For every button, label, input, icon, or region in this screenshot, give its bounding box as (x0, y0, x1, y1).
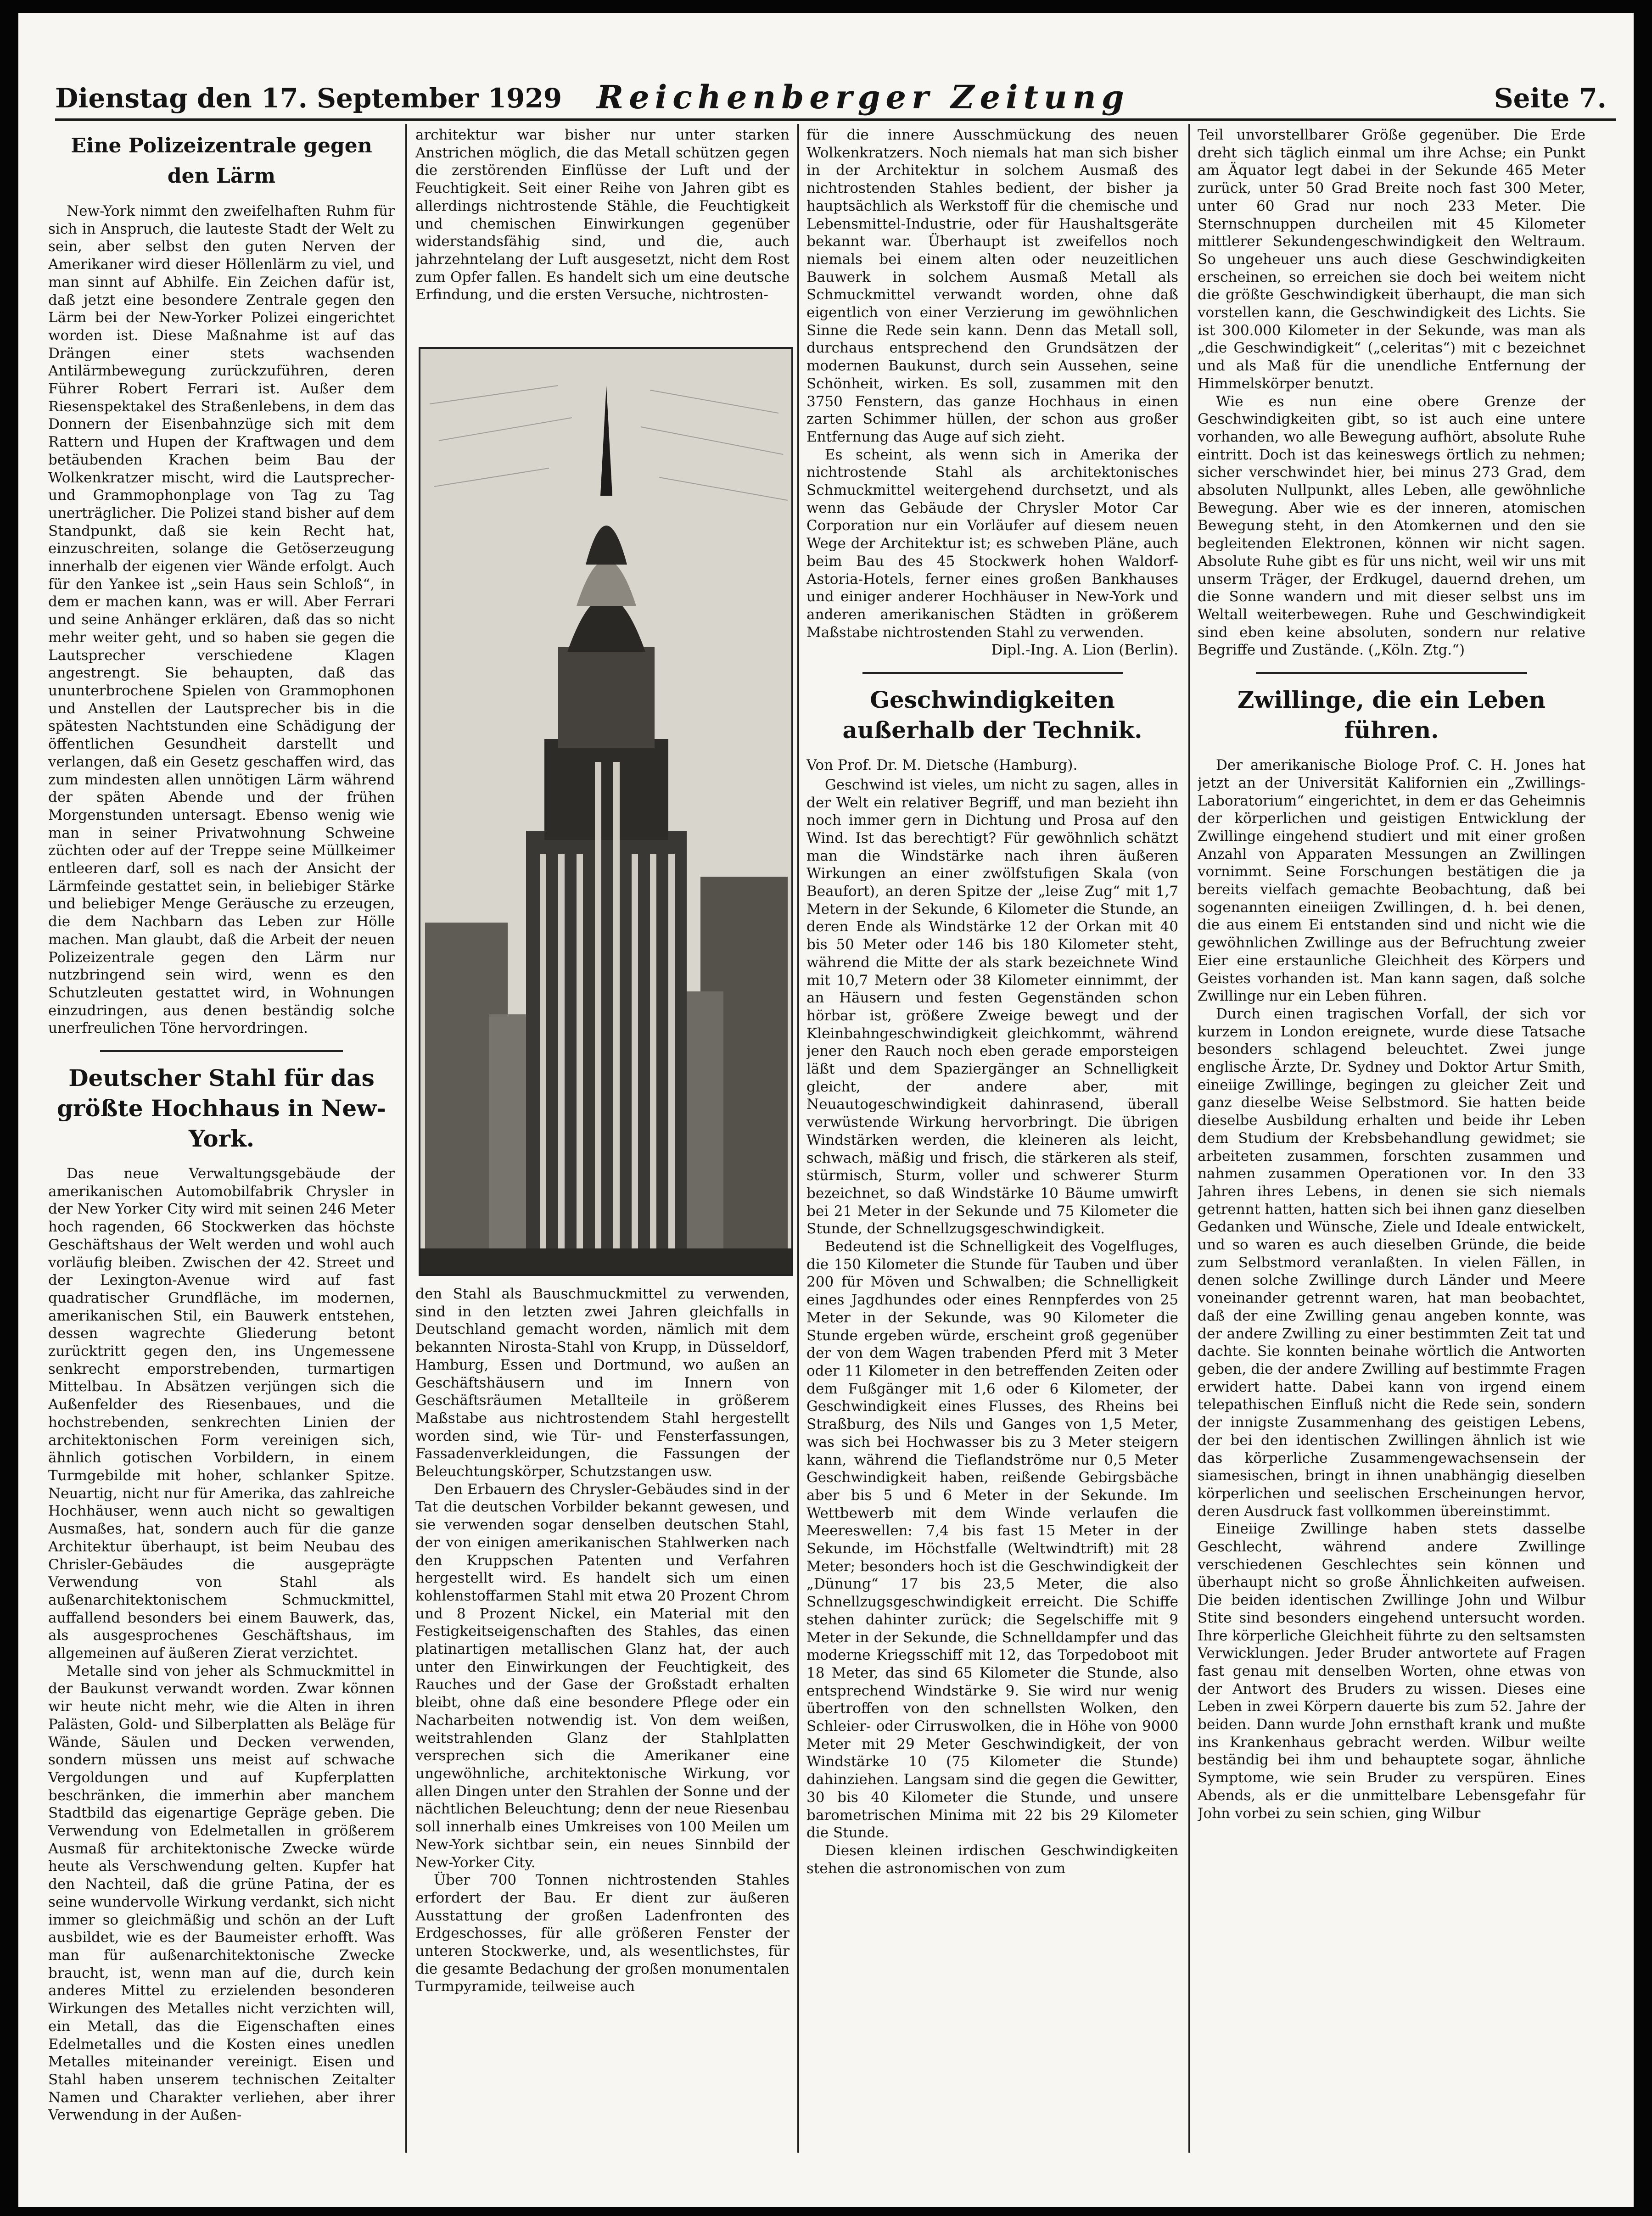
column-2-bottom (415, 1285, 790, 2153)
column-separator (797, 124, 799, 2153)
paragraph: Es scheint, als wenn sich in Amerika der nichtrostende Stahl als architektonisches Schmuckmittel weitergehend durchsetzt, und als wenn das Gebäude der Chrysler Motor Car Corporation nur ein Vorläufer auf diesem neuen Wege der Architektur ist; es schweben Pläne, auch beim Bau des 45 Stockwerk hohen Waldorf-Astoria-Hotels, ferner eines großen Bankhauses und einiger anderer Hochhäuser in New-York und anderen amerikanischen Städten in größerem Maßstabe nichtrostenden Stahl zu verwenden. (806, 446, 1178, 641)
column-separator (405, 124, 407, 2153)
paragraph: den Stahl als Bauschmuckmittel zu verwenden, sind in den letzten zwei Jahren gleichfalls in Deutschland gemacht worden, nämlich mit dem bekannten Nirosta-Stahl von Krupp, in Düsseldorf, Hamburg, Essen und Dortmund, wo außen an Geschäftshäusern und im Innern von Geschäftsräumen Metallteile in größerem Maßstabe aus nichtrostendem Stahl hergestellt worden sind, wie Tür- und Fensterfassungen, Fassadenverkleidungen, die Fassungen der Beleuchtungskörper, Schutzstangen usw. (415, 1286, 790, 1480)
masthead: Reichenberger Zeitung (597, 78, 1130, 116)
headline-velocities: Geschwindigkeiten außerhalb der Technik. (842, 686, 1142, 744)
author-signoff: Dipl.-Ing. A. Lion (Berlin). (991, 642, 1178, 659)
article-divider (862, 672, 1123, 674)
article-divider (1256, 672, 1528, 674)
headline-german-steel: Deutscher Stahl für das größte Hochhaus in New-York. (56, 1064, 386, 1153)
column-2-top (415, 126, 790, 342)
header-rule (55, 118, 1616, 121)
paragraph: architektur war bisher nur unter starken Anstrichen möglich, die das Metall schützen gegen die zerstörenden Einflüsse der Luft und der Feuchtigkeit. Seit einer Reihe von Jahren gibt es allerdings nichtrostende Stähle, die Feuchtigkeit und chemischen Einwirkungen gegenüber widerstandsfähig sind, und die, auch jahrzehntelang der Luft ausgesetzt, nicht dem Rost zum Opfer fallen. Es handelt sich um eine deutsche Erfindung, und die ersten Versuche, nichtrosten- (415, 127, 790, 303)
scan-border-left (0, 0, 18, 2216)
paragraph: New-York nimmt den zweifelhaften Ruhm für sich in Anspruch, die lauteste Stadt der Welt zu sein, aber selbst den guten Nerven der Amerikaner wird dieser Höllenlärm zu viel, und man sinnt auf Abhilfe. Ein Zeichen dafür ist, daß jetzt eine besondere Zentrale gegen den Lärm bei der New-Yorker Polizei eingerichtet worden ist. Diese Maßnahme ist auf das Drängen einer stets wachsenden Antilärmbewegung zurückzuführen, deren Führer Robert Ferrari ist. Außer dem Riesenspektakel des Straßenlebens, in dem das Donnern der Eisenbahnzüge sich mit dem Rattern und Hupen der Kraftwagen und dem betäubenden Krachen beim Bau der Wolkenkratzer mischt, wird die Lautsprecher- und Grammophonplage von Tag zu Tag unerträglicher. Die Polizei stand bisher auf dem Standpunkt, daß sie kein Recht hat, einzuschreiten, solange die Getöserzeugung innerhalb der eigenen vier Wände erfolgt. Auch für den Yankee ist „sein Haus sein Schloß“, in dem er machen kann, was er will. Aber Ferrari und seine Anhänger erklären, daß das so nicht mehr weiter geht, und so haben sie gegen die Lautsprecher verschiedene Klagen angestrengt. Sie behaupten, daß das ununterbrochene Spielen von Grammophonen und Anstellen der Lautsprecher bis in die spätesten Nachtstunden eine Schädigung der öffentlichen Gesundheit darstellt und verlangen, daß ein Gesetz geschaffen wird, das zum mindesten allen unnötigen Lärm während der späten Abende und der frühen Morgenstunden untersagt. Ebenso wenig wie man in seiner Privatwohnung Schweine züchten oder auf der Treppe seine Müllkeimer entleeren darf, soll es nach der Ansicht der Lärmfeinde gestattet sein, in beliebiger Stärke und beliebiger Menge Geräusche zu erzeugen, die dem Nachbarn das Leben zur Hölle machen. Man glaubt, daß die Arbeit der neuen Polizeizentrale gegen den Lärm nur nutzbringend sein wird, wenn es den Schutzleuten gestattet wird, in Wohnungen einzudringen, aus denen beständig solche unerfreulichen Töne hervordringen. (48, 203, 395, 1037)
page-number: Seite 7. (1494, 83, 1607, 114)
paragraph: Eineiige Zwillinge haben stets dasselbe Geschlecht, während andere Zwillinge verschiedenen Geschlechtes sein können und überhaupt nicht so große Ähnlichkeiten aufweisen. Die beiden identischen Zwillinge John und Wilbur Stite sind besonders eingehend untersucht worden. Ihre körperliche Gleichheit führte zu den seltsamsten Verwicklungen. Jeder Bruder antwortete auf Fragen fast genau mit denselben Worten, ohne etwas von der Antwort des Bruders zu wissen. Dieses eine Leben in zwei Körpern dauerte bis zum 52. Jahre der beiden. Dann wurde John ernsthaft krank und mußte ins Krankenhaus gebracht werden. Wilbur weilte beständig bei ihm und behauptete sogar, ähnliche Symptome, wie sein Bruder zu verspüren. Eines Abends, als er die unmittelbare Lebensgefahr für John vorbei zu sein schien, ging Wilbur (1198, 1521, 1585, 1822)
skyscraper-drawing (420, 349, 791, 1274)
paragraph: Das neue Verwaltungsgebäude der amerikanischen Automobilfabrik Chrysler in der New Yorker City wird mit seinen 246 Meter hoch ragenden, 66 Stockwerken das höchste Geschäftshaus der Welt werden und wohl auch vorläufig bleiben. Zwischen der 42. Street und der Lexington-Avenue wird auf fast quadratischer Grundfläche, im modernen, amerikanischen Stil, ein Bauwerk entstehen, dessen wagrechte Gliederung betont zurücktritt gegen den, ins Ungemessene senkrecht emporstrebenden, turmartigen Mittelbau. In Absätzen verjüngen sich die Außenfelder des Riesenbaues, und die hochstrebenden, senkrechten Linien der architektonischen Form vereinigen sich, ähnlich gotischen Vorbildern, in einem Turmgebilde mit hoher, schlanker Spitze. Neuartig, nicht nur für Amerika, das zahlreiche Hochhäuser, wenn auch nicht so gewaltigen Ausmaßes, hat, sondern auch für die ganze Architektur überhaupt, ist beim Neubau des Chrisler-Gebäudes die ausgeprägte Verwendung von Stahl als außenarchitektonischem Schmuckmittel, auffallend besonders bei einem Bauwerk, das, als ausgesprochenes Geschäftshaus, im allgemeinen auf äußeren Zierat verzichtet. (48, 1165, 395, 1662)
column-4 (1198, 126, 1585, 2155)
paragraph: Bedeutend ist die Schnelligkeit des Vogelfluges, die 150 Kilometer die Stunde für Tauben und über 200 für Möven und Schwalben; die Schnelligkeit eines Jagdhundes oder eines Rennpferdes von 25 Meter in der Sekunde, was 90 Kilometer die Stunde ergeben würde, erscheint groß gegenüber der von dem Wagen trabenden Pferd mit 3 Meter oder 11 Kilometer in den betreffenden Zeiten oder dem Fußgänger mit 1,6 oder 6 Kilometer, der Geschwindigkeit eines Flusses, des Rheins bei Straßburg, des Nils und Ganges von 1,5 Meter, was sich bei Hochwasser bis zu 3 Meter steigern kann, während die Tieflandströme nur 0,5 Meter Geschwindigkeit haben, reißende Gebirgsbäche aber bis 5 und 6 Meter in der Sekunde. Im Wettbewerb mit dem Winde verlaufen die Meereswellen: 7,4 bis fast 15 Meter in der Sekunde, im Höchstfalle (Weltwindtrift) mit 28 Meter; besonders hoch ist die Geschwindigkeit der „Dünung“ 17 bis 23,5 Meter, die also Schnellzugsgeschwindigkeit erreicht. Die Schiffe stehen dahinter zurück; die Segelschiffe mit 9 Meter in der Sekunde, die Schnelldampfer und das moderne Kriegsschiff mit 12, das Torpedoboot mit 18 Meter, das sind 65 Kilometer die Stunde, also entsprechend Windstärke 9. Sie wird nur wenig übertroffen von den schnellsten Wolken, den Schleier- oder Cirruswolken, die in Höhe von 9000 Meter mit 29 Meter Geschwindigkeit, der von Windstärke 10 (75 Kilometer die Stunde) dahinziehen. Langsam sind die gegen die Gewitter, 30 bis 40 Kilometer die Stunde, und unsere barometrischen Minima mit 22 bis 29 Kilometer die Stunde. (806, 1238, 1178, 1841)
paragraph: Der amerikanische Biologe Prof. C. H. Jones hat jetzt an der Universität Kalifornien ein „Zwillings-Laboratorium“ eingerichtet, in dem er das Geheimnis der körperlichen und geistigen Entwicklung der Zwillinge eingehend studiert und mit einer großen Anzahl von Apparaten Messungen an Zwillingen vornimmt. Seine Forschungen bestätigen die ja bereits vielfach gemachte Beobachtung, daß bei sogenannten eineiigen Zwillingen, d. h. bei denen, die aus einem Ei entstanden sind und nicht wie die gewöhnlichen Zwillinge aus der Befruchtung zweier Eier eine erstaunliche Gleichheit des Körpers und Geistes vorhanden ist. Man kann sagen, daß solche Zwillinge nur ein Leben führen. (1198, 757, 1585, 1005)
paragraph: Über 700 Tonnen nichtrostenden Stahles erfordert der Bau. Er dient zur äußeren Ausstattung der großen Ladenfronten des Erdgeschosses, für alle größeren Fenster der unteren Stockwerke, und, als wesentlichstes, für die gesamte Bedachung der großen monumentalen Turmpyramide, teilweise auch (415, 1872, 790, 1995)
paragraph: Diesen kleinen irdischen Geschwindigkeiten stehen die astronomischen von zum (806, 1842, 1178, 1877)
chrysler-building-illustration (419, 347, 793, 1276)
headline-noise-police: Eine Polizeizentrale gegen den Lärm (71, 134, 372, 188)
paragraph: Den Erbauern des Chrysler-Gebäudes sind in der Tat die deutschen Vorbilder bekannt gewesen, und sie verwenden sogar denselben deutschen Stahl, der von einigen amerikanischen Stahlwerken nach den Kruppschen Patenten und Verfahren hergestellt wird. Es handelt sich um einen kohlenstoffarmen Stahl mit etwa 20 Prozent Chrom und 8 Prozent Nickel, ein Material mit den Festigkeitseigenschaften des Stahles, das einen platinartigen metallischen Glanz hat, der auch unter den Einwirkungen der Feuchtigkeit, des Rauches und der Gase der Großstadt erhalten bleibt, ohne daß eine besondere Pflege oder ein Nacharbeiten notwendig ist. Von dem weißen, weitstrahlenden Glanz der Stahlplatten versprechen sich die Amerikaner eine ungewöhnliche, architektonische Wirkung, vor allen Dingen unter den Strahlen der Sonne und der nächtlichen Beleuchtung; denn der neue Riesenbau soll innerhalb eines Umkreises von 100 Meilen um New-York sichtbar sein, ein neues Sinnbild der New-Yorker City. (415, 1481, 790, 1871)
header-date: Dienstag den 17. September 1929 (55, 83, 562, 114)
paragraph: Metalle sind von jeher als Schmuckmittel in der Baukunst verwandt worden. Zwar können wir heute nicht mehr, wie die Alten in ihren Palästen, Gold- und Silberplatten als Beläge für Wände, Säulen und Decken verwenden, sondern müssen uns meist auf schwache Vergoldungen und auf Kupferplatten beschränken, die immerhin aber manchem Stadtbild das eigenartige Gepräge geben. Die Verwendung von Edelmetallen in größerem Ausmaß für architektonische Zwecke würde heute als Verschwendung gelten. Kupfer hat den Nachteil, daß die grüne Patina, der es seine wundervolle Wirkung verdankt, sich nicht immer so gleichmäßig und schön an der Luft ausbildet, wie es der Baumeister erhofft. Was man für außenarchitektonische Zwecke braucht, ist, wenn man auf die, durch kein anderes Mittel zu erzielenden besonderen Wirkungen des Metalles nicht verzichten will, ein Metall, das die Eigenschaften eines Edelmetalles und die Kosten eines unedlen Metalles miteinander vereinigt. Eisen und Stahl haben unserem technischen Zeitalter Namen und Charakter verliehen, aber ihrer Verwendung in der Außen- (48, 1662, 395, 2124)
paragraph: für die innere Ausschmückung des neuen Wolkenkratzers. Noch niemals hat man sich bisher in der Architektur in solchem Ausmaß des nichtrostenden Stahles bedient, der bisher ja hauptsächlich als Werkstoff für die chemische und Lebensmittel-Industrie, oder für Haushaltsgeräte bekannt war. Überhaupt ist zweifellos noch niemals bei einem alten oder neuzeitlichen Bauwerk in solchem Ausmaß Metall als Schmuckmittel verwandt worden, ohne daß eigentlich von einer Verzierung im gewöhnlichen Sinne die Rede sein kann. Denn das Metall soll, durchaus entsprechend den Grundsätzen der modernen Baukunst, durch sein Aussehen, seine Schönheit, wirken. Es soll, zusammen mit den 3750 Fenstern, das ganze Hochhaus in einen zarten Schimmer hüllen, der schon aus großer Entfernung das Auge auf sich zieht. (806, 127, 1178, 445)
paragraph: Teil unvorstellbarer Größe gegenüber. Die Erde dreht sich täglich einmal um ihre Achse; ein Punkt am Äquator legt dabei in der Sekunde 465 Meter zurück, unter 50 Grad Breite noch fast 300 Meter, unter 60 Grad nur noch 233 Meter. Die Sternschnuppen durcheilen mit 45 Kilometer mittlerer Sekundengeschwindigkeit den Weltraum. So ungeheuer uns auch diese Geschwindigkeiten erscheinen, so erreichen sie doch bei weitem nicht die größte Geschwindigkeit überhaupt, die man sich vorstellen kann, die Geschwindigkeit des Lichts. Sie ist 300.000 Kilometer in der Sekunde, was man als „die Geschwindigkeit“ („celeritas“) mit c bezeichnet und als Maß für die unendliche Entfernung der Himmelskörper benutzt. (1198, 127, 1585, 392)
scan-border-top (0, 0, 1652, 13)
scan-border-bottom (0, 2207, 1652, 2216)
column-3 (806, 126, 1178, 2155)
paragraph: Durch einen tragischen Vorfall, der sich vor kurzem in London ereignete, wurde diese Tatsache besonders schlagend beleuchtet. Zwei junge englische Ärzte, Dr. Sydney und Doktor Artur Smith, eineiige Zwillinge, begingen zu gleicher Zeit und ganz dieselbe Weise Selbstmord. Sie hatten beide dieselbe Ausbildung erhalten und beide ihr Leben dem Studium der Krebsbehandlung gewidmet; sie arbeiteten zusammen, forschten zusammen und nahmen zusammen Operationen vor. In den 33 Jahren ihres Lebens, in denen sie sich niemals getrennt hatten, hatten sich bei ihnen ganz dieselben Gedanken und Wünsche, Ziele und Ideale entwickelt, und so waren es auch dieselben Gründe, die beide zum Selbstmord veranlaßten. In vielen Fällen, in denen solche Zwillinge durch Länder und Meere voneinander getrennt waren, hat man beobachtet, daß der eine Zwilling genau angeben konnte, was der andere Zwilling zu einer bestimmten Zeit tat und dachte. Sie konnten beinahe wörtlich die Antworten geben, die der andere Zwilling auf bestimmte Fragen erwidert hatte. Dabei kann von irgend einem telepathischen Einfluß nicht die Rede sein, sondern der innigste Zusammenhang des geistigen Lebens, der bei den identischen Zwillingen ähnlich ist wie das körperliche Zusammengewachsensein der siamesischen, bringt in ihnen unabhängig dieselben körperlichen und seelischen Erscheinungen hervor, deren Ausdruck fast vollkommen übereinstimmt. (1198, 1005, 1585, 1520)
paragraph: Geschwind ist vieles, um nicht zu sagen, alles in der Welt ein relativer Begriff, und man bezieht ihn noch immer gern in Dichtung und Prosa auf den Wind. Ist das berechtigt? Für gewöhnlich schätzt man die Windstärke nach ihren äußeren Wirkungen an einer zwölfstufigen Skala (von Beaufort), an deren Spitze der „leise Zug“ mit 1,7 Metern in der Sekunde, 6 Kilometer die Stunde, an deren Ende als Windstärke 12 der Orkan mit 40 bis 50 Meter oder 146 bis 180 Kilometer steht, während die Mitte der als stark bezeichnete Wind mit 10,7 Metern oder 38 Kilometer einnimmt, der an Häusern und festen Gegenständen schon hörbar ist, größere Zweige bewegt und der Kleinbahngeschwindigkeit gleichkommt, während jener den Rauch noch eben gerade emporsteigen läßt und dem Spaziergänger an Schnelligkeit gleicht, der andere aber, mit Neuautogeschwindigkeit dahinrasend, überall verwüstende Wirkung hervorbringt. Die übrigen Windstärken werden, die kleineren als leicht, schwach, mäßig und frisch, die stärkeren als steif, stürmisch, Sturm, voller und schwerer Sturm bezeichnet, so daß Windstärke 10 Bäume umwirft bei 21 Meter in der Sekunde und 75 Kilometer die Stunde, der Schnellzugsgeschwindigkeit. (806, 776, 1178, 1237)
page-header (55, 64, 1616, 133)
byline: Von Prof. Dr. M. Dietsche (Hamburg). (806, 757, 1078, 774)
column-1 (48, 126, 395, 2155)
paragraph: Wie es nun eine obere Grenze der Geschwindigkeiten gibt, so ist auch eine untere vorhanden, wo alle Bewegung aufhört, absolute Ruhe eintritt. Doch ist das keineswegs örtlich zu nehmen; sicher verschwindet hier, bei minus 273 Grad, dem absoluten Nullpunkt, alles Leben, alle gewöhnliche Bewegung. Aber wie es der inneren, atomischen Bewegung steht, in den Atomkernen und den sie begleitenden Elektronen, können wir nicht sagen. Absolute Ruhe gibt es für uns nicht, weil wir uns mit unserm Träger, der Erdkugel, dauernd drehen, um die Sonne wandern und mit dieser selbst uns im Weltall weiterbewegen. Ruhe und Geschwindigkeit sind eben keine absoluten, sondern nur relative Begriffe und Zustände. („Köln. Ztg.“) (1198, 393, 1585, 659)
article-divider (100, 1050, 343, 1052)
scan-border-right (1634, 0, 1652, 2216)
headline-twins: Zwillinge, die ein Leben führen. (1237, 686, 1546, 744)
column-separator (1188, 124, 1190, 2153)
